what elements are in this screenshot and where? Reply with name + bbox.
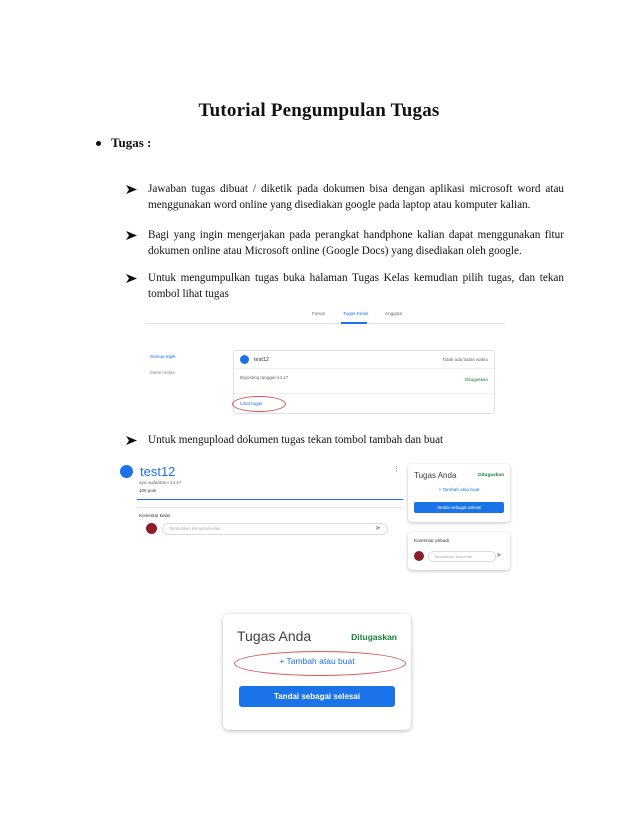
assignment-meta: ayu oudaritas • 14.17	[139, 480, 182, 485]
arrow-bullet-icon	[126, 271, 138, 283]
class-comments-label: Komentar kelas	[139, 513, 171, 518]
add-or-create-button[interactable]: + Tambah atau buat	[279, 656, 355, 666]
points-value: 100 poin	[139, 488, 157, 493]
view-assignment-link[interactable]: Lihat tugas	[240, 401, 263, 406]
status-badge: Ditugaskan	[351, 632, 397, 642]
send-icon[interactable]: ➤	[375, 525, 381, 532]
your-work-title: Tugas Anda	[414, 471, 457, 480]
more-options-icon[interactable]: ⋮	[393, 466, 400, 473]
sidebar-item-class-materials[interactable]: Materi kelas	[150, 370, 175, 375]
tab-classwork[interactable]: Tugas Kelas	[343, 311, 369, 316]
tab-divider	[145, 323, 505, 324]
screenshot-classwork-page	[145, 306, 505, 422]
due-text: Tidak ada batas waktu	[442, 357, 488, 362]
add-or-create-button[interactable]: + Tambah atau buat	[438, 487, 480, 492]
list-item-text: Jawaban tugas dibuat / diketik pada dokumen bisa dengan aplikasi microsoft word atau menggunakan word online yang disediakan google pada laptop atau komputer kalian.	[148, 183, 564, 211]
status-badge: Ditugaskan	[478, 473, 504, 478]
avatar	[414, 551, 424, 561]
tab-forum[interactable]: Forum	[312, 311, 326, 316]
tab-people[interactable]: Anggota	[385, 311, 403, 316]
avatar	[146, 523, 157, 534]
screenshot-assignment-detail	[117, 461, 517, 571]
assignment-icon	[240, 355, 249, 364]
assignment-icon	[120, 465, 133, 478]
highlight-oval	[234, 651, 406, 676]
mark-as-done-button[interactable]: Tandai sebagai selesai	[414, 502, 504, 513]
send-icon[interactable]: ➤	[496, 552, 502, 559]
posted-date: Diposting tanggal 14.17	[240, 375, 289, 380]
private-comments-panel	[408, 532, 510, 570]
your-work-title: Tugas Anda	[237, 628, 312, 644]
bullet-dot-icon	[96, 141, 101, 146]
list-item	[126, 182, 564, 213]
list-item	[126, 271, 564, 302]
active-tab-indicator	[341, 322, 367, 324]
list-item-text: Bagi yang ingin mengerjakan pada perangkat handphone kalian dapat menggunakan fitur dokumen online atau Microsoft online (Google Docs) yang disediakan oleh google.	[148, 229, 564, 257]
status-badge: Ditugaskan	[465, 377, 488, 382]
assignment-title: test12	[254, 357, 269, 363]
mark-as-done-button[interactable]: Tandai sebagai selesai	[239, 686, 395, 707]
card-divider	[234, 393, 494, 394]
divider	[137, 507, 403, 508]
private-comments-label: Komentar pribadi	[414, 538, 449, 543]
arrow-bullet-icon	[126, 182, 138, 194]
header-divider	[137, 499, 403, 500]
page-title: Tutorial Pengumpulan Tugas	[198, 100, 440, 121]
arrow-bullet-icon	[126, 228, 138, 240]
list-item	[126, 433, 564, 449]
arrow-bullet-icon	[126, 433, 138, 445]
assignment-title: test12	[140, 464, 176, 479]
section-label: Tugas :	[111, 135, 152, 150]
class-comment-input[interactable]: Tambahkan komentar kelas	[162, 523, 388, 535]
card-divider	[234, 368, 494, 369]
list-item	[126, 228, 564, 259]
section-bullet	[96, 135, 151, 151]
list-item-text: Untuk mengupload dokumen tugas tekan tombol tambah dan buat	[148, 434, 444, 446]
sidebar-item-all-topics[interactable]: Semua topik	[150, 354, 176, 359]
screenshot-your-work-zoom	[223, 614, 411, 730]
private-comment-input[interactable]: Tambahkan komentar	[428, 551, 496, 562]
highlight-oval	[232, 396, 286, 412]
list-item-text: Untuk mengumpulkan tugas buka halaman Tugas Kelas kemudian pilih tugas, dan tekan tombol lihat tugas	[148, 272, 564, 300]
your-work-panel	[408, 464, 510, 522]
